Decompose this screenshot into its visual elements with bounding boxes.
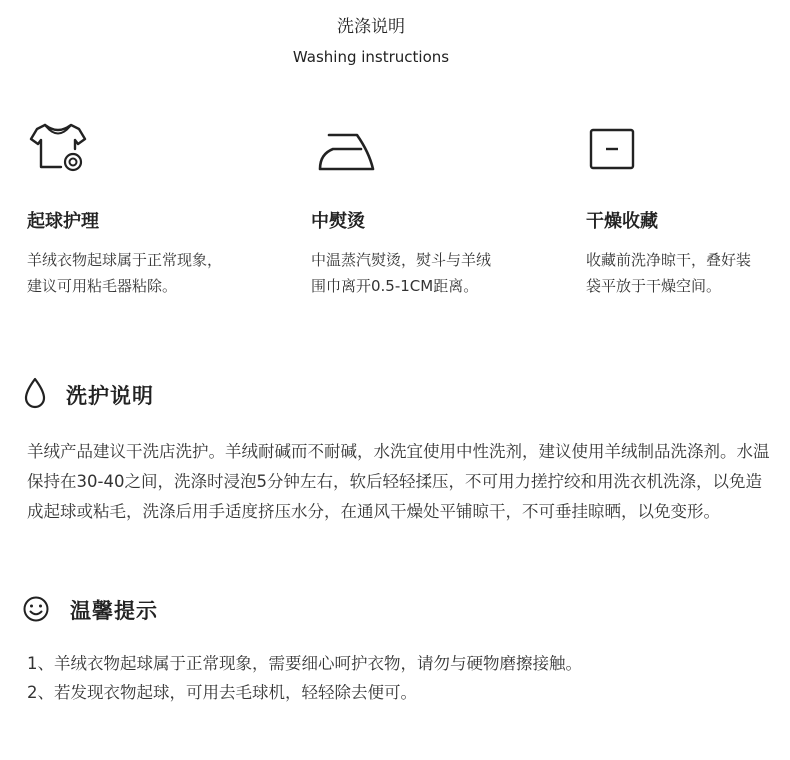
page-subtitle: Washing instructions xyxy=(292,48,450,66)
tip-item: 1、羊绒衣物起球属于正常现象，需要细心呵护衣物，请勿与硬物磨擦接触。 xyxy=(27,654,582,673)
smiley-icon xyxy=(22,595,50,623)
water-drop-icon xyxy=(22,376,48,412)
tip-item: 2、若发现衣物起球，可用去毛球机，轻轻除去便可。 xyxy=(27,683,417,702)
care-heading-pilling: 起球护理 xyxy=(27,211,99,232)
care-heading-ironing: 中熨烫 xyxy=(311,211,365,232)
tshirt-pilling-icon xyxy=(29,120,89,176)
care-text-pilling: 羊绒衣物起球属于正常现象， 建议可用粘毛器粘除。 xyxy=(27,251,223,295)
care-text-ironing: 中温蒸汽熨烫，熨斗与羊绒 围巾离开0.5-1CM距离。 xyxy=(311,251,492,295)
washing-heading: 洗护说明 xyxy=(66,384,154,408)
care-text-storage: 收藏前洗净晾干，叠好装 袋平放于干燥空间。 xyxy=(586,251,752,295)
page-title: 洗涤说明 xyxy=(337,17,405,37)
iron-icon xyxy=(317,128,377,172)
washing-paragraph: 羊绒产品建议干洗店洗护。羊绒耐碱而不耐碱，水洗宜使用中性洗剂，建议使用羊绒制品洗涤剂。水温保持在30-40之间，洗涤时浸泡5分钟左右，软后轻轻揉压，不可用力搓拧绞和用洗衣机洗涤，以免造成起球或粘毛，洗涤后用手适度挤压水分，在通风干燥处平铺晾干，不可垂挂晾晒，以免变形。 xyxy=(27,442,770,521)
tips-heading: 温馨提示 xyxy=(70,599,158,623)
care-heading-storage: 干燥收藏 xyxy=(586,211,658,232)
tumble-dry-icon xyxy=(588,127,636,171)
